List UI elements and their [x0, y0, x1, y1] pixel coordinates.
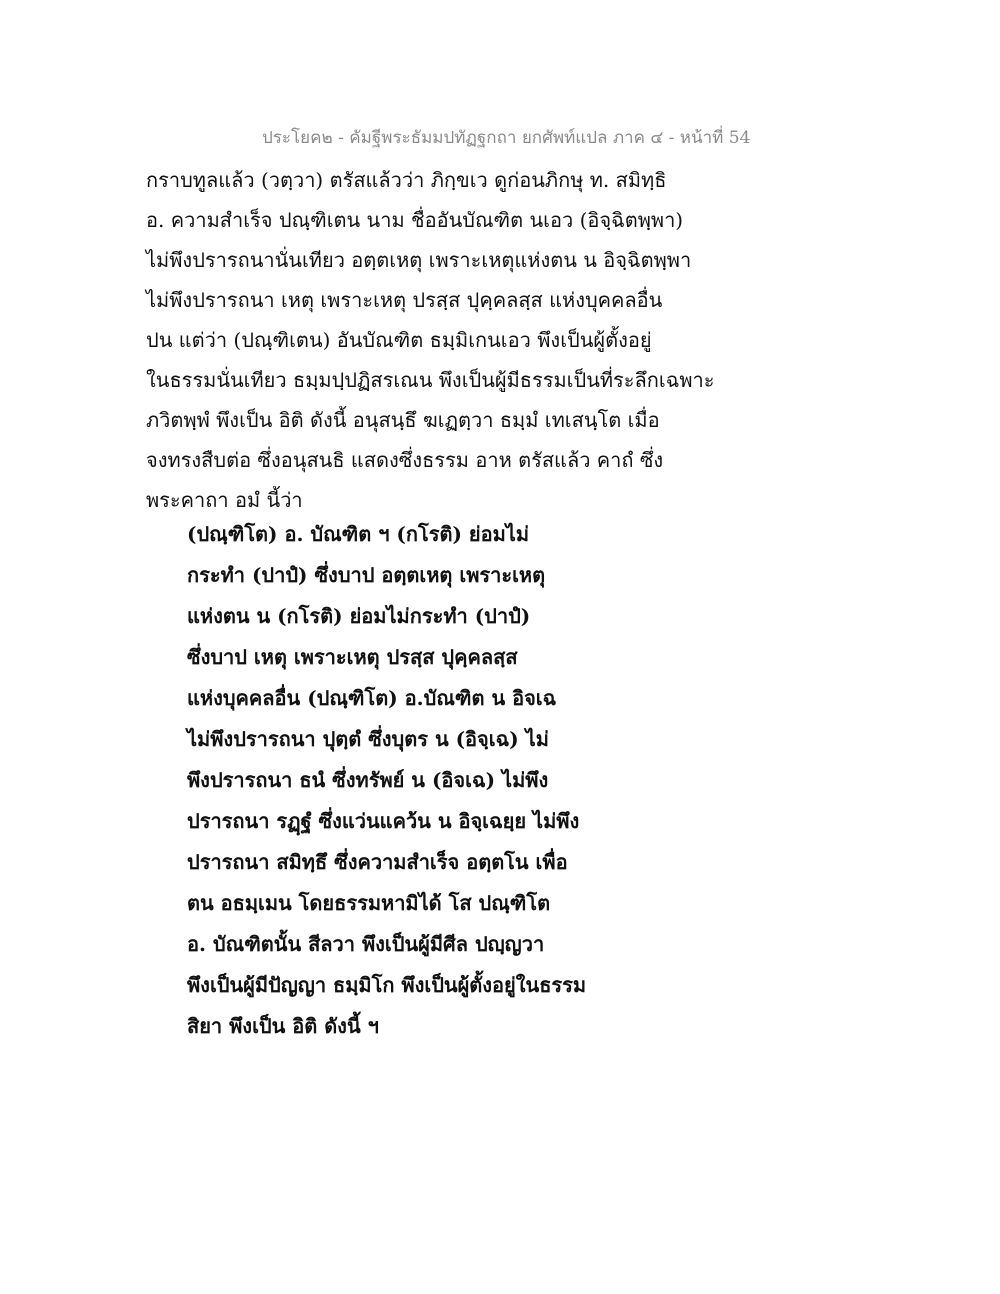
verse-line: (ปณฺฑิโต) อ. บัณฑิต ฯ (กโรติ) ย่อมไม่ — [187, 522, 530, 546]
verse-line: ไม่พึงปรารถนา ปุตฺตํ ซึ่งบุตร น (อิจฺเฉ) ไม่ — [187, 727, 549, 751]
verse-line: อ. บัณฑิตนั้น สีลวา พึงเป็นผู้มีศีล ปญฺญวา — [187, 932, 545, 956]
body-line: กราบทูลแล้ว (วตฺวา) ตรัสแล้วว่า ภิกฺขเว ดูก่อนภิกษุ ท. สมิทฺธิ — [146, 168, 667, 192]
body-line: ไม่พึงปรารถนานั่นเทียว อตฺตเหตุ เพราะเหตุแห่งตน น อิจฺฉิตพฺพา — [146, 248, 692, 272]
body-line: ในธรรมนั่นเทียว ธมฺมปฺปฏิสรเณน พึงเป็นผู้มีธรรมเป็นที่ระลึกเฉพาะ — [146, 368, 715, 392]
page-header: ประโยค๒ - คัมฐีพระธัมมปทัฏฐกถา ยกศัพท์แปล ภาค ๔ - หน้าที่ 54 — [262, 128, 751, 148]
verse-line: สิยา พึงเป็น อิติ ดังนี้ ฯ — [187, 1014, 379, 1038]
body-line: พระคาถา อมํ นี้ว่า — [146, 488, 303, 512]
verse-line: กระทำ (ปาปํ) ซึ่งบาป อตฺตเหตุ เพราะเหตุ — [187, 563, 546, 587]
body-line: ไม่พึงปรารถนา เหตุ เพราะเหตุ ปรสฺส ปุคฺคลสฺส แห่งบุคคลอื่น — [146, 288, 663, 312]
body-line: ปน แต่ว่า (ปณฺฑิเตน) อันบัณฑิต ธมฺมิเกนเอว พึงเป็นผู้ตั้งอยู่ — [146, 328, 652, 352]
verse-block — [187, 514, 867, 1047]
body-line: ภวิตพฺพํ พึงเป็น อิติ ดังนี้ อนุสนฺธึ ฆเฏตฺวา ธมฺมํ เทเสนฺโต เมื่อ — [146, 408, 660, 432]
body-text — [146, 160, 866, 520]
verse-line: ซึ่งบาป เหตุ เพราะเหตุ ปรสฺส ปุคฺคลสฺส — [187, 645, 518, 669]
verse-line: พึงปรารถนา ธนํ ซึ่งทรัพย์ น (อิจเฉ) ไม่พึง — [187, 768, 549, 792]
verse-line: แห่งตน น (กโรติ) ย่อมไม่กระทำ (ปาปํ) — [187, 604, 531, 628]
body-line: อ. ความสำเร็จ ปณฺฑิเตน นาม ชื่ออันบัณฑิต นเอว (อิจฺฉิตพฺพา) — [146, 208, 684, 232]
verse-line: ปรารถนา สมิทฺธึ ซึ่งความสำเร็จ อตฺตโน เพื่อ — [187, 850, 568, 874]
verse-line: แห่งบุคคลอื่น (ปณฺฑิโต) อ.บัณฑิต น อิจเฉ — [187, 686, 557, 710]
verse-line: ตน อธมฺเมน โดยธรรมหามิได้ โส ปณฺฑิโต — [187, 891, 551, 915]
verse-line: ปรารถนา รฏฺฐํ ซึ่งแว่นแคว้น น อิจฺเฉยฺย ไม่พึง — [187, 809, 580, 833]
body-line: จงทรงสืบต่อ ซึ่งอนุสนธิ แสดงซึ่งธรรม อาห ตรัสแล้ว คาถํ ซึ่ง — [146, 448, 664, 472]
verse-line: พึงเป็นผู้มีปัญญา ธมฺมิโก พึงเป็นผู้ตั้งอยู่ในธรรม — [187, 973, 587, 997]
